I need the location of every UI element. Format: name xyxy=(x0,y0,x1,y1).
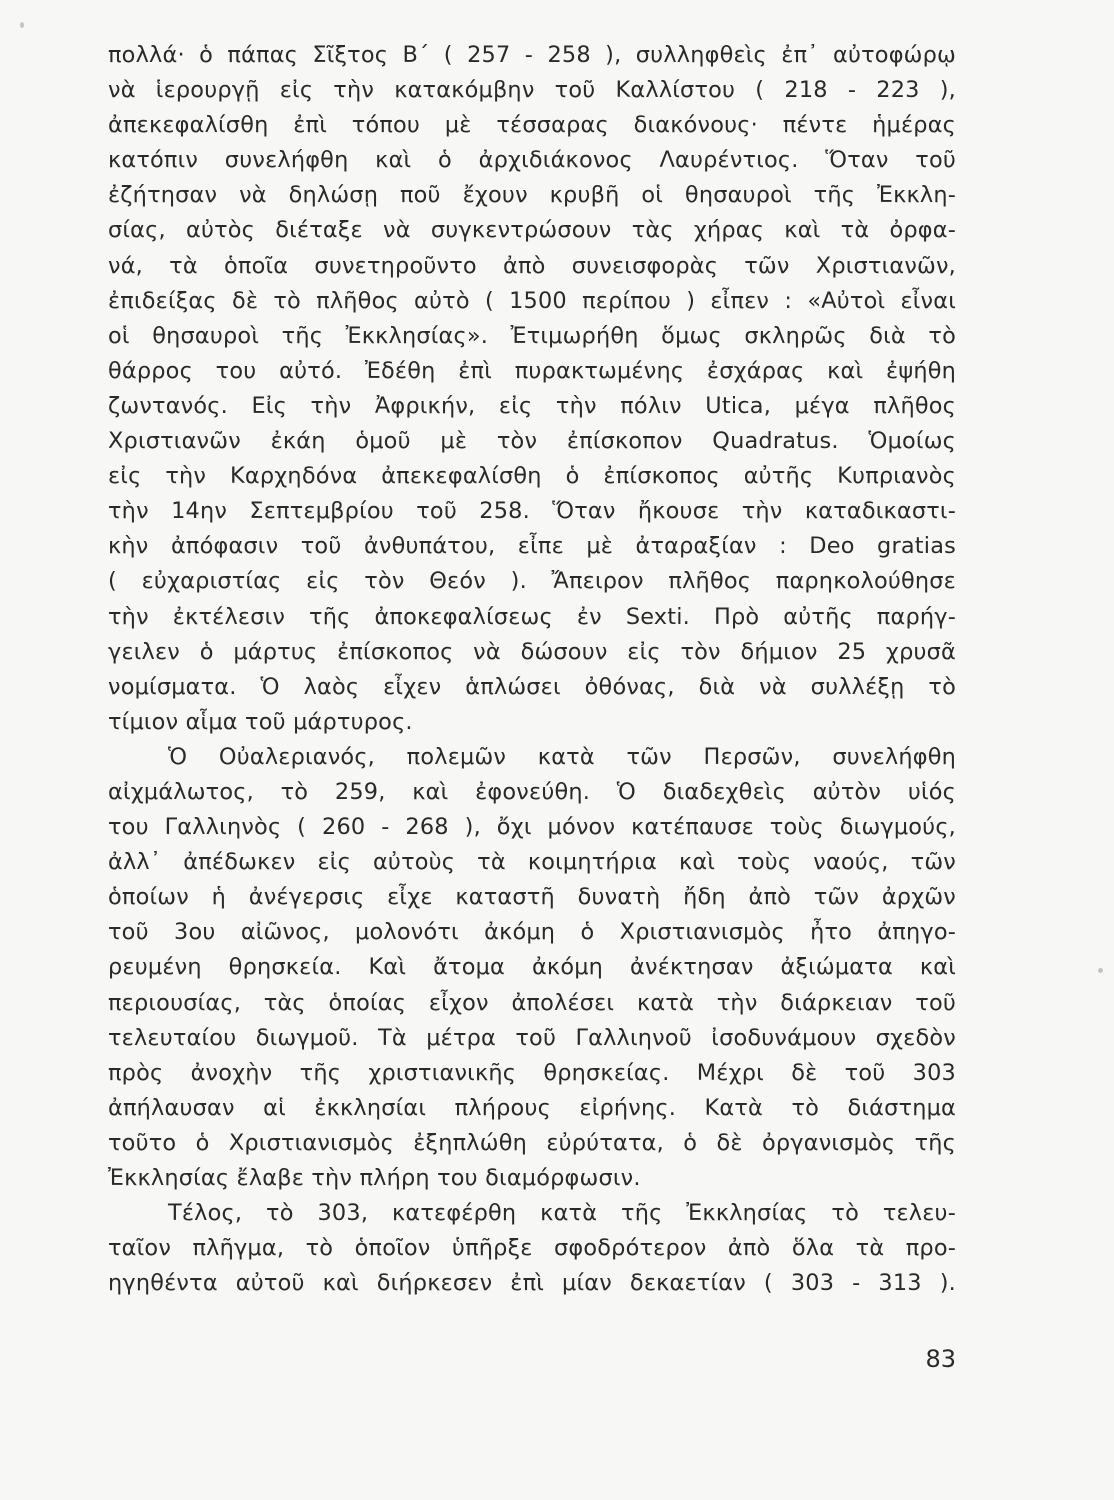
text-line: τὴν 14ην Σεπτεμβρίου τοῦ 258. Ὅταν ἤκουσε τὴν καταδικαστι- xyxy=(108,498,956,525)
text-line: τοῦτο ὁ Χριστιανισμὸς ἐξηπλώθη εὐρύτατα, ὁ δὲ ὀργανισμὸς τῆς xyxy=(108,1129,956,1156)
text-line: τοῦ 3ου αἰῶνος, μολονότι ἀκόμη ὁ Χριστιανισμὸς ἦτο ἀπηγο- xyxy=(108,919,956,946)
text-line: τελευταίου διωγμοῦ. Τὰ μέτρα τοῦ Γαλλιηνοῦ ἰσοδυνάμουν σχεδὸν xyxy=(108,1024,956,1051)
text-line: ἀλλ᾽ ἀπέδωκεν εἰς αὐτοὺς τὰ κοιμητήρια καὶ τοὺς ναούς, τῶν xyxy=(108,849,956,876)
text-line: ηγηθέντα αὐτοῦ καὶ διήρκεσεν ἐπὶ μίαν δεκαετίαν ( 303 - 313 ). xyxy=(108,1270,956,1297)
text-line: ἀπήλαυσαν αἱ ἐκκλησίαι πλήρους εἰρήνης. Κατὰ τὸ διάστημα xyxy=(108,1094,956,1121)
text-line: πρὸς ἀνοχὴν τῆς χριστιανικῆς θρησκείας. Μέχρι δὲ τοῦ 303 xyxy=(108,1059,956,1086)
text-line: νομίσματα. Ὁ λαὸς εἶχεν ἁπλώσει ὀθόνας, διὰ νὰ συλλέξῃ τὸ xyxy=(108,673,956,700)
text-line: ρευμένη θρησκεία. Καὶ ἄτομα ἀκόμη ἀνέκτησαν ἀξιώματα καὶ xyxy=(108,954,956,981)
text-line: Χριστιανῶν ἐκάη ὁμοῦ μὲ τὸν ἐπίσκοπον Quadratus. Ὁμοίως xyxy=(108,428,956,455)
scan-speck xyxy=(20,22,24,28)
text-line: γειλεν ὁ μάρτυς ἐπίσκοπος νὰ δώσουν εἰς τὸν δήμιον 25 χρυσᾶ xyxy=(108,638,956,665)
paragraph-final-persecution xyxy=(108,1196,956,1301)
text-line: αἰχμάλωτος, τὸ 259, καὶ ἐφονεύθη. Ὁ διαδεχθεὶς αὐτὸν υἱός xyxy=(108,778,956,805)
text-line: κὴν ἀπόφασιν τοῦ ἀνθυπάτου, εἶπε μὲ ἀταραξίαν : Deo gratias xyxy=(108,533,956,560)
scan-speck xyxy=(1098,968,1103,973)
text-line: ζωντανός. Εἰς τὴν Ἀφρικήν, εἰς τὴν πόλιν Utica, μέγα πλῆθος xyxy=(108,392,956,419)
paragraph-sixtus-and-martyrs xyxy=(108,38,956,740)
text-line: ἐζήτησαν νὰ δηλώσῃ ποῦ ἔχουν κρυβῆ οἱ θησαυροὶ τῆς Ἐκκλη- xyxy=(108,182,956,209)
text-line: εἰς τὴν Καρχηδόνα ἀπεκεφαλίσθη ὁ ἐπίσκοπος αὐτῆς Κυπριανὸς xyxy=(108,463,956,490)
page-number: 83 xyxy=(925,1345,956,1373)
text-line: Ὁ Οὐαλεριανός, πολεμῶν κατὰ τῶν Περσῶν, συνελήφθη xyxy=(168,743,956,770)
text-line: θάρρος του αὐτό. Ἐδέθη ἐπὶ πυρακτωμένης ἐσχάρας καὶ ἐψήθη xyxy=(108,357,956,384)
paragraph-valerian-gallienus xyxy=(108,740,956,1196)
text-line: ὁποίων ἡ ἀνέγερσις εἶχε καταστῆ δυνατὴ ἤδη ἀπὸ τῶν ἀρχῶν xyxy=(108,884,956,911)
text-line: νά, τὰ ὁποῖα συνετηροῦντο ἀπὸ συνεισφορὰς τῶν Χριστιανῶν, xyxy=(108,252,956,279)
text-line: νὰ ἱερουργῇ εἰς τὴν κατακόμβην τοῦ Καλλίστου ( 218 - 223 ), xyxy=(108,77,956,104)
text-line: τὴν ἐκτέλεσιν τῆς ἀποκεφαλίσεως ἐν Sexti. Πρὸ αὐτῆς παρήγ- xyxy=(108,603,956,630)
text-line: ( εὐχαριστίας εἰς τὸν Θεόν ). Ἄπειρον πλῆθος παρηκολούθησε xyxy=(108,568,956,595)
text-line: περιουσίας, τὰς ὁποίας εἶχον ἀπολέσει κατὰ τὴν διάρκειαν τοῦ xyxy=(108,989,956,1016)
text-line: σίας, αὐτὸς διέταξε νὰ συγκεντρώσουν τὰς χήρας καὶ τὰ ὀρφα- xyxy=(108,217,956,244)
text-line: Τέλος, τὸ 303, κατεφέρθη κατὰ τῆς Ἐκκλησίας τὸ τελευ- xyxy=(168,1200,956,1227)
text-line: ταῖον πλῆγμα, τὸ ὁποῖον ὑπῆρξε σφοδρότερον ἀπὸ ὅλα τὰ προ- xyxy=(108,1235,956,1262)
text-line: του Γαλλιηνὸς ( 260 - 268 ), ὄχι μόνον κατέπαυσε τοὺς διωγμούς, xyxy=(108,814,956,841)
text-line: κατόπιν συνελήφθη καὶ ὁ ἀρχιδιάκονος Λαυρέντιος. Ὅταν τοῦ xyxy=(108,147,956,174)
text-line: ἐπιδείξας δὲ τὸ πλῆθος αὐτὸ ( 1500 περίπου ) εἶπεν : «Αὐτοὶ εἶναι xyxy=(108,287,956,314)
text-line: οἱ θησαυροὶ τῆς Ἐκκλησίας». Ἐτιμωρήθη ὅμως σκληρῶς διὰ τὸ xyxy=(108,322,956,349)
text-line: ἀπεκεφαλίσθη ἐπὶ τόπου μὲ τέσσαρας διακόνους· πέντε ἡμέρας xyxy=(108,112,956,139)
text-line: Ἐκκλησίας ἔλαβε τὴν πλήρη του διαμόρφωσιν. xyxy=(108,1165,641,1191)
text-line: πολλά· ὁ πάπας Σῖξτος Β΄ ( 257 - 258 ), συλληφθεὶς ἐπ᾽ αὐτοφώρῳ xyxy=(108,42,956,68)
body-text xyxy=(108,38,956,1301)
text-line: τίμιον αἷμα τοῦ μάρτυρος. xyxy=(108,708,413,735)
